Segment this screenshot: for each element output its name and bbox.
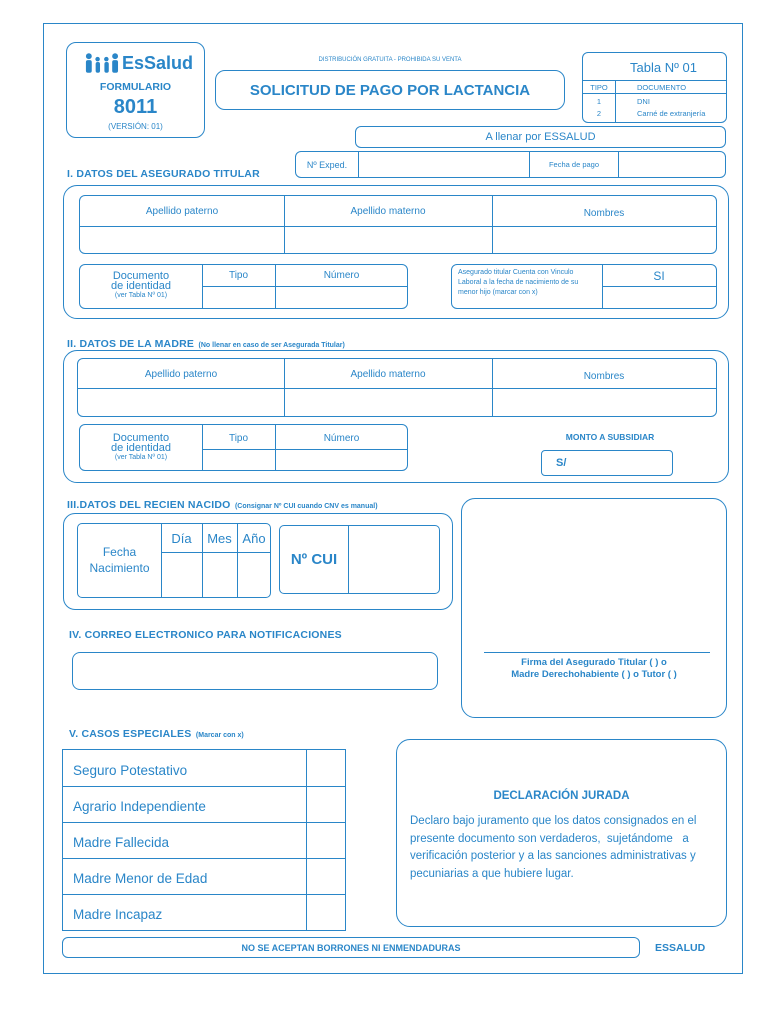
fecha-pago-field[interactable] bbox=[619, 152, 724, 177]
section4-title: IV. CORREO ELECTRONICO PARA NOTIFICACIONES bbox=[69, 629, 342, 641]
vinculo-label: Asegurado titular Cuenta con Vinculo Laboral a la fecha de nacimiento de su menor hijo (marcar con x) bbox=[458, 269, 579, 296]
title-box bbox=[215, 70, 565, 110]
case-madre-fallecida-checkbox[interactable] bbox=[307, 823, 345, 858]
case-madre-incapaz-checkbox[interactable] bbox=[307, 895, 345, 930]
section2-title: II. DATOS DE LA MADRE bbox=[67, 338, 195, 350]
monto-label: MONTO A SUBSIDIAR bbox=[565, 432, 655, 442]
distribution-notice: DISTRIBUCIÓN GRATUITA - PROHIBIDA SU VENTA bbox=[318, 57, 462, 63]
footer-brand: ESSALUD bbox=[655, 942, 706, 954]
monto-field[interactable] bbox=[541, 450, 673, 476]
mes-field[interactable] bbox=[203, 553, 237, 597]
fecha-nacimiento-label: Fecha Nacimiento bbox=[89, 545, 150, 575]
footer-notice: NO SE ACEPTAN BORRONES NI ENMENDADURAS bbox=[241, 942, 461, 953]
tabla-title: Tabla Nº 01 bbox=[630, 59, 697, 75]
family-icon bbox=[83, 52, 120, 74]
signature-label: Firma del Asegurado Titular ( ) o Madre Derechohabiente ( ) o Tutor ( ) bbox=[511, 657, 677, 680]
vinculo-table bbox=[451, 264, 717, 309]
essalud-logo bbox=[83, 51, 193, 75]
asegurado-name-table bbox=[79, 195, 717, 254]
madre-numero-field[interactable] bbox=[276, 450, 407, 470]
form-number: 8011 bbox=[113, 96, 158, 118]
madre-nombres-label: Nombres bbox=[583, 370, 625, 382]
anio-label: Año bbox=[242, 530, 266, 546]
madre-tipo-label: Tipo bbox=[228, 432, 249, 444]
case-madre-menor-de-edad-checkbox[interactable] bbox=[307, 859, 345, 894]
monto-currency: S/ bbox=[556, 457, 567, 469]
titular-apellido-materno-label: Apellido materno bbox=[350, 205, 426, 217]
titular-doc-table bbox=[79, 264, 408, 309]
vinculo-si-checkbox[interactable] bbox=[603, 287, 716, 308]
case-seguro-potestativo-checkbox[interactable] bbox=[307, 750, 345, 786]
declaracion-title: DECLARACIÓN JURADA bbox=[493, 790, 630, 802]
section2-subtitle: (No llenar en caso de ser Asegurada Titular) bbox=[198, 342, 345, 349]
email-field[interactable] bbox=[72, 652, 438, 690]
section3-title: III.DATOS DEL RECIEN NACIDO bbox=[67, 499, 231, 511]
madre-tipo-field[interactable] bbox=[203, 450, 275, 470]
version-label: (VERSIÓN: 01) bbox=[108, 122, 163, 131]
case-agrario-independiente: Agrario Independiente bbox=[73, 798, 206, 814]
titular-nombres-field[interactable] bbox=[493, 227, 716, 253]
mes-label: Mes bbox=[207, 530, 232, 546]
exped-field[interactable] bbox=[359, 152, 529, 177]
titular-numero-field[interactable] bbox=[276, 287, 407, 308]
titular-tipo-label: Tipo bbox=[228, 270, 249, 281]
case-agrario-independiente-checkbox[interactable] bbox=[307, 787, 345, 822]
anio-field[interactable] bbox=[238, 553, 270, 597]
madre-apellido-materno-label: Apellido materno bbox=[350, 368, 426, 380]
titular-apellido-paterno-field[interactable] bbox=[80, 227, 284, 253]
titular-doc-label: Documento de identidad (ver Tabla Nº 01) bbox=[111, 270, 171, 299]
cui-table bbox=[279, 525, 440, 594]
case-madre-fallecida: Madre Fallecida bbox=[73, 834, 170, 850]
case-seguro-potestativo: Seguro Potestativo bbox=[73, 762, 188, 778]
cui-field[interactable] bbox=[349, 526, 439, 593]
section3-heading bbox=[67, 495, 378, 513]
tabla-col-tipo: TIPO bbox=[590, 82, 608, 92]
titular-apellido-paterno-label: Apellido paterno bbox=[145, 205, 219, 217]
titular-tipo-field[interactable] bbox=[203, 287, 275, 308]
tabla-row2-doc: Carné de extranjería bbox=[637, 109, 706, 118]
madre-numero-label: Número bbox=[323, 432, 360, 444]
declaracion-text: Declaro bajo juramento que los datos consignados en el presente documento son verdaderos, sujetándome a verificación posterior y a las sanciones administrativas y pecuniarias a que hubiere lugar. bbox=[410, 815, 697, 880]
expediente-box bbox=[295, 151, 726, 178]
case-madre-menor-de-edad: Madre Menor de Edad bbox=[73, 870, 208, 886]
tabla-row1-tipo: 1 bbox=[596, 97, 602, 106]
casos-table bbox=[62, 749, 346, 931]
essalud-fill-title: A llenar por ESSALUD bbox=[485, 131, 596, 143]
dia-field[interactable] bbox=[162, 553, 202, 597]
madre-apellido-paterno-label: Apellido paterno bbox=[144, 368, 218, 380]
madre-nombres-field[interactable] bbox=[493, 389, 716, 416]
section5-title: V. CASOS ESPECIALES bbox=[69, 728, 192, 740]
cui-label: Nº CUI bbox=[290, 551, 338, 568]
signature-box bbox=[461, 498, 727, 718]
madre-apellido-materno-field[interactable] bbox=[285, 389, 492, 416]
titular-apellido-materno-field[interactable] bbox=[285, 227, 492, 253]
titular-nombres-label: Nombres bbox=[583, 207, 625, 219]
madre-name-table bbox=[77, 358, 717, 417]
dia-label: Día bbox=[171, 530, 192, 546]
fecha-pago-label: Fecha de pago bbox=[548, 160, 600, 169]
fecha-nacimiento-table bbox=[77, 523, 271, 598]
brand-name: EsSalud bbox=[121, 52, 193, 73]
case-madre-incapaz: Madre Incapaz bbox=[73, 906, 163, 922]
section5-heading bbox=[69, 724, 244, 742]
tabla-row1-doc: DNI bbox=[637, 97, 650, 106]
vinculo-si-label: SI bbox=[653, 268, 665, 283]
madre-apellido-paterno-field[interactable] bbox=[78, 389, 284, 416]
tabla-col-documento: DOCUMENTO bbox=[637, 82, 687, 92]
exped-label: Nº Exped. bbox=[306, 159, 348, 170]
madre-doc-label: Documento de identidad (ver Tabla Nº 01) bbox=[111, 432, 171, 461]
tabla-row2-tipo: 2 bbox=[596, 109, 602, 118]
tabla-box bbox=[582, 52, 727, 123]
essalud-title-box bbox=[355, 126, 726, 148]
madre-doc-table bbox=[79, 424, 408, 471]
form-title: SOLICITUD DE PAGO POR LACTANCIA bbox=[249, 81, 531, 99]
declaracion-box bbox=[396, 739, 727, 927]
footer-notice-box bbox=[62, 937, 640, 958]
logo-box bbox=[66, 42, 205, 138]
formulario-label: FORMULARIO bbox=[99, 81, 172, 93]
section5-subtitle: (Marcar con x) bbox=[195, 732, 244, 739]
section3-subtitle: (Consignar Nº CUI cuando CNV es manual) bbox=[234, 503, 378, 510]
titular-numero-label: Número bbox=[323, 270, 360, 281]
section1-title: I. DATOS DEL ASEGURADO TITULAR bbox=[67, 168, 260, 180]
